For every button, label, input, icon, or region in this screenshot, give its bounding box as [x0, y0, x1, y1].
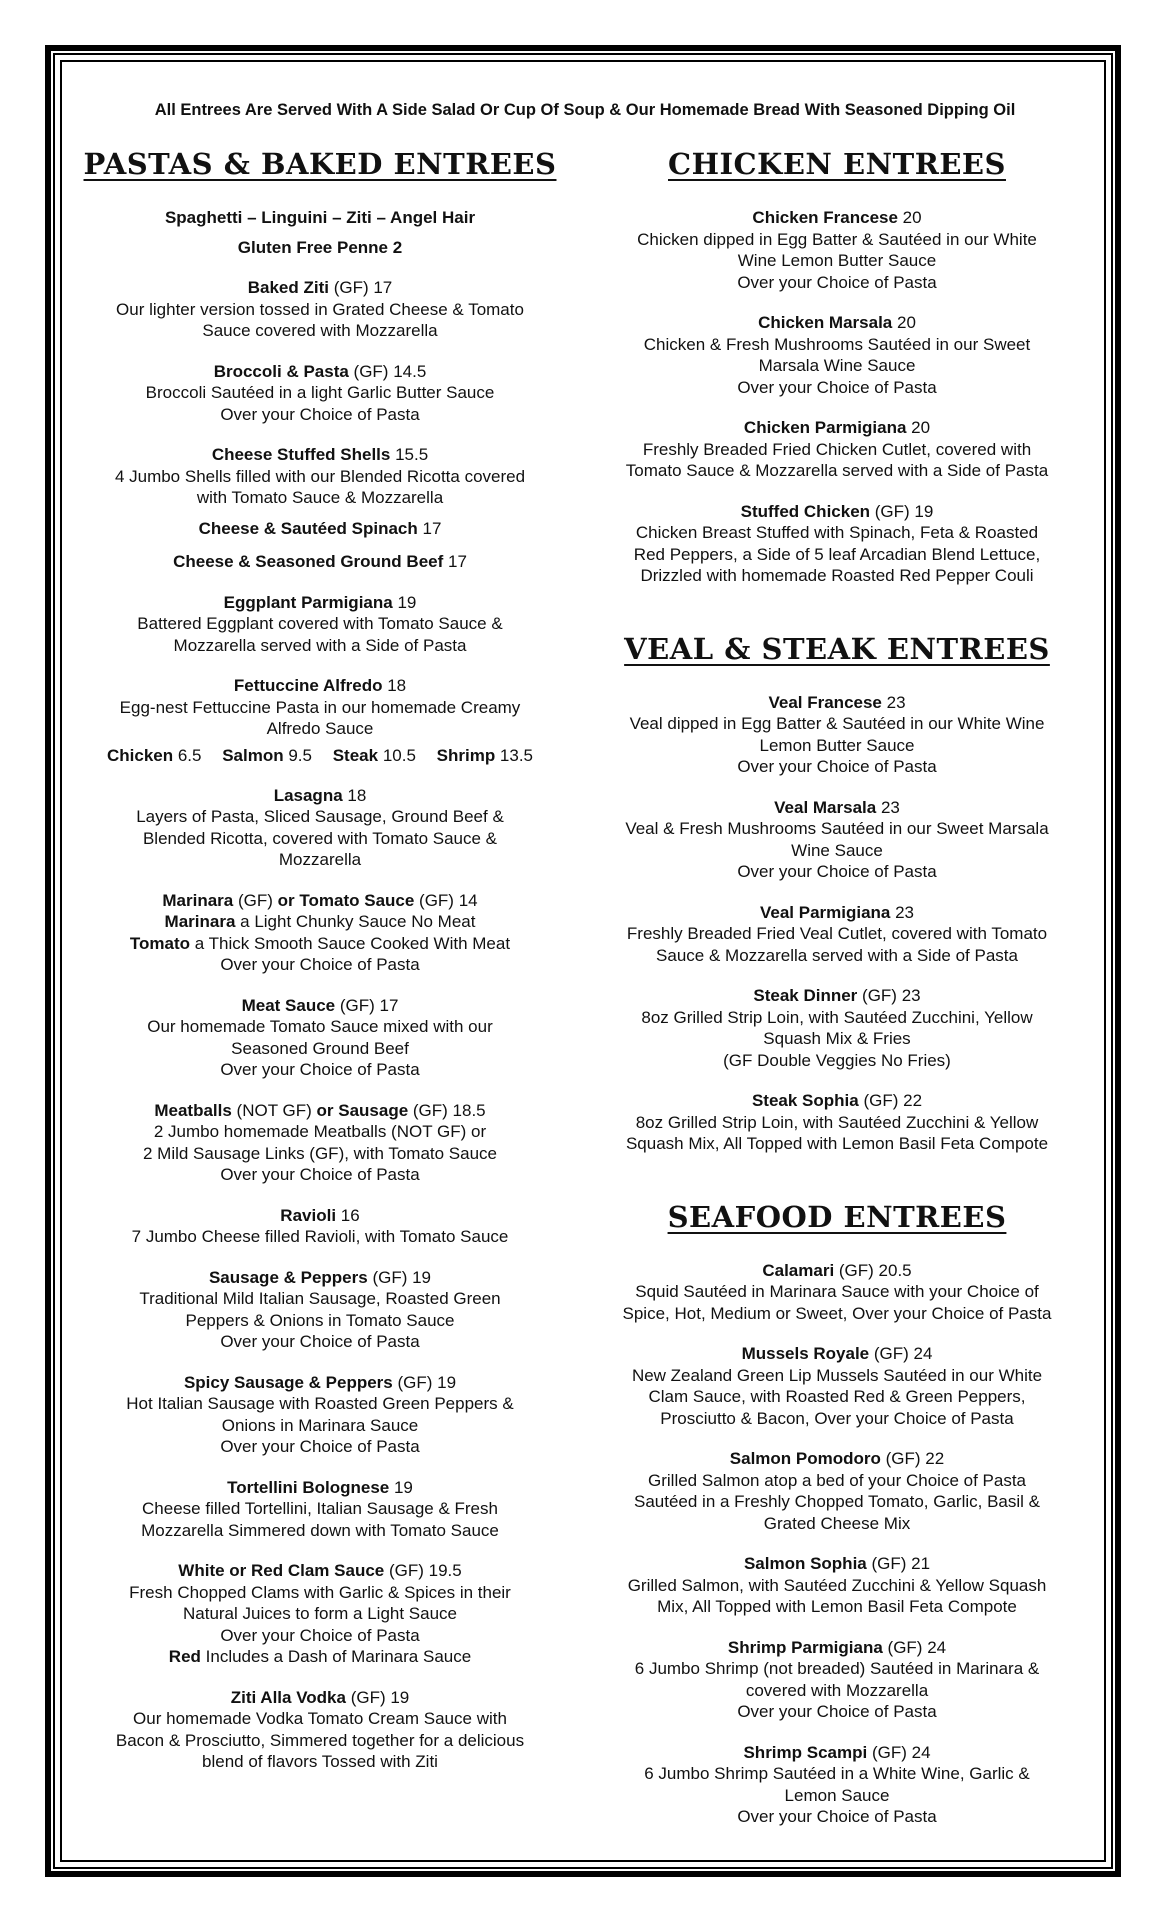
item-name: Eggplant Parmigiana	[223, 592, 393, 612]
item-name: Chicken Parmigiana	[743, 418, 907, 437]
item-description: Seasoned Ground Beef	[231, 1038, 409, 1058]
item-name: Chicken Marsala	[758, 313, 893, 332]
item-description: Grilled Salmon, with Sautéed Zucchini & Yellow Squash	[627, 1575, 1047, 1595]
menu-item-veal-francese	[595, 692, 1079, 778]
chicken-items	[595, 207, 1079, 587]
menu-item-steak-dinner	[595, 985, 1079, 1071]
menu-item-salmon-pomodoro	[595, 1448, 1079, 1534]
item-description: Grilled Salmon atop a bed of your Choice of Pasta	[648, 1470, 1026, 1490]
item-description: Lemon Sauce	[784, 1785, 890, 1805]
item-gf: (NOT GF)	[231, 1100, 317, 1120]
addon-price: 6.5	[173, 745, 202, 765]
item-description: Over your Choice of Pasta	[737, 757, 937, 776]
menu-item-stuffed-shells	[78, 444, 562, 509]
item-price: (GF) 20.5	[834, 1260, 912, 1280]
item-description: Squid Sautéed in Marinara Sauce with your Choice of	[635, 1282, 1039, 1301]
pasta-types: Spaghetti – Linguini – Ziti – Angel Hair	[164, 208, 476, 227]
item-description	[78, 933, 562, 955]
item-price: 19	[389, 1477, 413, 1497]
menu-item-eggplant-parmigiana	[78, 592, 562, 657]
item-description: Prosciutto & Bacon, Over your Choice of Pasta	[660, 1408, 1014, 1428]
item-description: Over your Choice of Pasta	[220, 1437, 420, 1456]
menu-item-clam-sauce	[78, 1560, 562, 1668]
item-name: Tortellini Bolognese	[227, 1477, 390, 1497]
fettuccine-addons	[78, 745, 562, 766]
addon-steak	[333, 746, 416, 765]
item-description: Over your Choice of Pasta	[220, 1060, 420, 1079]
item-description: Our homemade Tomato Sauce mixed with our	[147, 1017, 493, 1036]
item-description: Over your Choice of Pasta	[737, 272, 937, 292]
item-description: Our lighter version tossed in Grated Cheese & Tomato	[116, 299, 524, 319]
item-description: Grated Cheese Mix	[763, 1513, 911, 1533]
item-price: (GF) 19	[870, 501, 934, 521]
item-name: Mussels Royale	[741, 1344, 870, 1363]
menu-item-marinara-tomato	[78, 890, 562, 976]
item-description: Squash Mix & Fries	[763, 1029, 911, 1048]
item-description	[78, 1646, 562, 1668]
item-gf: (GF)	[233, 890, 278, 910]
item-description: Wine Lemon Butter Sauce	[737, 251, 937, 270]
item-description: Chicken & Fresh Mushrooms Sautéed in our Sweet	[643, 334, 1031, 354]
item-name: Chicken Francese	[752, 208, 898, 227]
menu-tagline: All Entrees Are Served With A Side Salad Or Cup Of Soup & Our Homemade Bread With Seasoned Dipping Oil	[154, 101, 1016, 119]
item-name: Calamari	[762, 1260, 835, 1280]
menu-item-shrimp-parmigiana	[595, 1637, 1079, 1723]
menu-item-steak-sophia	[595, 1090, 1079, 1155]
item-name: Cheese & Seasoned Ground Beef	[173, 552, 444, 571]
menu-item-fettuccine-alfredo	[78, 675, 562, 740]
item-description: Spice, Hot, Medium or Sweet, Over your Choice of Pasta	[622, 1303, 1052, 1323]
item-description: Chicken dipped in Egg Batter & Sautéed in our White	[637, 229, 1037, 249]
menu-item-meatballs-sausage	[78, 1100, 562, 1186]
item-description: covered with Mozzarella	[745, 1680, 929, 1700]
item-description: 7 Jumbo Cheese filled Ravioli, with Tomato Sauce	[131, 1227, 509, 1246]
item-description: Veal dipped in Egg Batter & Sautéed in our White Wine	[629, 714, 1045, 733]
item-description: with Tomato Sauce & Mozzarella	[196, 488, 444, 507]
item-description: Alfredo Sauce	[266, 719, 374, 738]
item-price: (GF) 24	[869, 1344, 933, 1363]
menu-item-lasagna	[78, 785, 562, 871]
item-name: Ravioli	[280, 1205, 337, 1225]
item-description: Over your Choice of Pasta	[220, 955, 420, 974]
item-name: Cheese & Sautéed Spinach	[198, 518, 418, 538]
item-description: 2 Jumbo homemade Meatballs (NOT GF) or	[153, 1122, 487, 1141]
item-description: Broccoli Sautéed in a light Garlic Butter Sauce	[145, 383, 495, 402]
menu-item-sausage-peppers	[78, 1267, 562, 1353]
item-description: Mozzarella served with a Side of Pasta	[173, 635, 467, 655]
item-description: Hot Italian Sausage with Roasted Green Peppers &	[126, 1394, 514, 1413]
item-price: 17	[417, 518, 442, 538]
item-name: Veal Francese	[768, 692, 882, 712]
item-price: (GF) 19.5	[384, 1561, 462, 1580]
menu-item-chicken-marsala	[595, 312, 1079, 398]
menu-item-chicken-parmigiana	[595, 417, 1079, 482]
item-name: Fettuccine Alfredo	[233, 676, 383, 695]
item-price: 19	[392, 592, 417, 612]
sauce-desc: a Thick Smooth Sauce Cooked With Meat	[190, 933, 511, 953]
item-description: Egg-nest Fettuccine Pasta in our homemade Creamy	[119, 697, 521, 717]
item-price: (GF) 22	[858, 1091, 923, 1110]
item-name: Sausage & Peppers	[208, 1267, 368, 1287]
sauce-name: Tomato	[129, 933, 191, 953]
item-description: Onions in Marinara Sauce	[221, 1415, 419, 1435]
sauce-name: Marinara	[164, 912, 236, 931]
item-name: Ziti Alla Vodka	[230, 1687, 346, 1707]
item-price: (GF) 24	[882, 1637, 947, 1657]
item-description: Lemon Butter Sauce	[759, 735, 915, 755]
pastas-column	[78, 145, 562, 1792]
menu-item-veal-parmigiana	[595, 902, 1079, 967]
item-name: Veal Parmigiana	[759, 902, 891, 922]
menu-item-salmon-sophia	[595, 1553, 1079, 1618]
item-description: Sautéed in a Freshly Chopped Tomato, Garlic, Basil &	[633, 1492, 1040, 1511]
item-price: (GF) 19	[367, 1267, 432, 1287]
item-description: Battered Eggplant covered with Tomato Sauce &	[137, 614, 503, 633]
item-description: blend of flavors Tossed with Ziti	[202, 1752, 438, 1771]
item-description: Freshly Breaded Fried Chicken Cutlet, covered with	[642, 439, 1032, 459]
item-name: Stuffed Chicken	[740, 501, 871, 521]
item-description: Over your Choice of Pasta	[220, 1625, 420, 1645]
item-description: Chicken Breast Stuffed with Spinach, Feta & Roasted	[635, 523, 1039, 542]
section-title-veal-steak: VEAL & STEAK ENTREES	[624, 631, 1050, 666]
item-name: Shrimp Parmigiana	[727, 1637, 883, 1657]
item-description: 6 Jumbo Shrimp (not breaded) Sautéed in Marinara &	[634, 1659, 1040, 1678]
section-title-pastas: PASTAS & BAKED ENTREES	[83, 147, 557, 181]
item-price: (GF) 19	[345, 1687, 410, 1707]
item-name: Salmon Sophia	[743, 1554, 867, 1573]
item-price: (GF) 22	[880, 1449, 945, 1468]
item-name: White or Red Clam Sauce	[178, 1561, 385, 1580]
item-price: (GF) 23	[857, 986, 921, 1005]
menu-item-chicken-francese	[595, 207, 1079, 293]
addon-name: Shrimp	[436, 745, 496, 765]
item-price: 17	[443, 552, 467, 571]
section-gap	[595, 1174, 1079, 1198]
menu-item-shells-spinach	[78, 518, 562, 540]
addon-chicken	[107, 746, 202, 765]
item-description: Fresh Chopped Clams with Garlic & Spices in their	[129, 1582, 511, 1602]
item-description: 4 Jumbo Shells filled with our Blended Ricotta covered	[114, 466, 526, 486]
item-description: Over your Choice of Pasta	[737, 377, 937, 397]
section-gap	[595, 606, 1079, 630]
item-description: Over your Choice of Pasta	[737, 1702, 937, 1721]
item-description: Veal & Fresh Mushrooms Sautéed in our Sweet Marsala	[625, 819, 1049, 838]
sauce-desc: a Light Chunky Sauce No Meat	[235, 912, 476, 931]
item-price: 20	[892, 313, 916, 332]
addon-salmon	[222, 746, 312, 765]
menu-item-tortellini-bolognese	[78, 1477, 562, 1542]
menu-item-veal-marsala	[595, 797, 1079, 883]
item-price: (GF) 17	[335, 995, 399, 1015]
item-description: Blended Ricotta, covered with Tomato Sauce &	[142, 828, 498, 848]
menu-item-mussels-royale	[595, 1343, 1079, 1429]
sauce-name: Red	[168, 1647, 201, 1666]
item-price: (GF) 14	[414, 890, 478, 910]
item-price: 20	[897, 208, 922, 227]
item-description: Peppers & Onions in Tomato Sauce	[185, 1310, 455, 1330]
menu-item-spicy-sausage-peppers	[78, 1372, 562, 1458]
item-price: 15.5	[390, 445, 429, 464]
item-description: Bacon & Prosciutto, Simmered together for a delicious	[115, 1730, 525, 1750]
menu-item-broccoli-pasta	[78, 361, 562, 426]
item-price: 23	[876, 797, 900, 817]
menu-item-ziti-alla-vodka	[78, 1687, 562, 1773]
item-name: Broccoli & Pasta	[213, 361, 349, 381]
item-description: Mozzarella Simmered down with Tomato Sauce	[141, 1520, 499, 1540]
item-description: Squash Mix, All Topped with Lemon Basil Feta Compote	[625, 1134, 1049, 1153]
item-name: Baked Ziti	[247, 278, 329, 297]
item-price: (GF) 24	[867, 1742, 931, 1762]
item-description: Cheese filled Tortellini, Italian Sausage & Fresh	[142, 1499, 498, 1518]
item-description: Over your Choice of Pasta	[737, 1807, 937, 1826]
item-description: Mozzarella	[278, 850, 362, 869]
sauce-desc: Includes a Dash of Marinara Sauce	[200, 1647, 472, 1666]
item-description: 2 Mild Sausage Links (GF), with Tomato Sauce	[142, 1143, 497, 1163]
item-description: Over your Choice of Pasta	[220, 1332, 420, 1351]
item-description: Tomato Sauce & Mozzarella served with a Side of Pasta	[625, 461, 1049, 480]
item-description: Over your Choice of Pasta	[737, 862, 937, 881]
item-price: (GF) 14.5	[348, 361, 427, 381]
item-description: (GF Double Veggies No Fries)	[723, 1050, 951, 1070]
addon-name: Chicken	[106, 745, 174, 765]
item-name-alt: or Sausage	[316, 1100, 409, 1120]
item-name: Cheese Stuffed Shells	[211, 445, 391, 464]
addon-price: 10.5	[378, 745, 416, 765]
item-price: 20	[906, 418, 931, 437]
item-name: Veal Marsala	[774, 797, 877, 817]
addon-price: 13.5	[495, 745, 534, 765]
veal-steak-items	[595, 692, 1079, 1155]
item-name: Steak Sophia	[751, 1091, 859, 1110]
entrees-column	[595, 145, 1079, 1847]
section-title-seafood: SEAFOOD ENTREES	[667, 1199, 1007, 1234]
item-name: Steak Dinner	[753, 986, 858, 1005]
menu-item-shrimp-scampi	[595, 1742, 1079, 1828]
item-price: (GF) 19	[392, 1372, 457, 1392]
menu-item-ravioli	[78, 1205, 562, 1248]
item-description: Drizzled with homemade Roasted Red Pepper Couli	[640, 566, 1034, 585]
item-name: Salmon Pomodoro	[729, 1449, 881, 1468]
item-price: 18	[342, 785, 367, 805]
item-name: Spicy Sausage & Peppers	[183, 1372, 393, 1392]
item-price: 23	[881, 692, 906, 712]
addon-shrimp	[437, 746, 533, 765]
item-description: 8oz Grilled Strip Loin, with Sautéed Zucchini, Yellow	[641, 1007, 1033, 1027]
item-description	[78, 911, 562, 933]
menu-item-meat-sauce	[78, 995, 562, 1081]
item-description: Mix, All Topped with Lemon Basil Feta Compote	[657, 1597, 1017, 1616]
menu-item-baked-ziti	[78, 277, 562, 342]
addon-price: 9.5	[283, 745, 312, 765]
item-price: (GF) 17	[328, 278, 393, 297]
item-description: Marsala Wine Sauce	[758, 356, 916, 375]
item-description: 8oz Grilled Strip Loin, with Sautéed Zucchini & Yellow	[635, 1112, 1039, 1132]
item-name: Meat Sauce	[241, 995, 336, 1015]
item-description: Clam Sauce, with Roasted Red & Green Peppers,	[648, 1387, 1026, 1406]
item-description: Wine Sauce	[791, 840, 883, 860]
item-description: Traditional Mild Italian Sausage, Roasted Green	[139, 1289, 501, 1308]
item-name: Shrimp Scampi	[743, 1742, 868, 1762]
item-price: (GF) 21	[866, 1554, 931, 1573]
item-description: New Zealand Green Lip Mussels Sautéed in our White	[631, 1365, 1043, 1385]
item-price: 23	[890, 902, 915, 922]
item-description: Over your Choice of Pasta	[220, 404, 420, 424]
gluten-free-penne: Gluten Free Penne 2	[237, 238, 403, 257]
item-description: Our homemade Vodka Tomato Cream Sauce with	[133, 1709, 507, 1728]
item-description: Sauce covered with Mozzarella	[202, 321, 438, 340]
item-description: Layers of Pasta, Sliced Sausage, Ground Beef &	[136, 807, 504, 826]
section-title-chicken: CHICKEN ENTREES	[668, 147, 1006, 181]
item-price: 18	[382, 676, 407, 695]
item-description: Over your Choice of Pasta	[220, 1165, 420, 1184]
item-name: Marinara	[162, 890, 234, 910]
item-description: Red Peppers, a Side of 5 leaf Arcadian Blend Lettuce,	[633, 544, 1041, 564]
item-description: Natural Juices to form a Light Sauce	[182, 1604, 458, 1623]
menu-item-stuffed-chicken	[595, 501, 1079, 587]
item-name: Meatballs	[154, 1100, 232, 1120]
item-name-alt: or Tomato Sauce	[277, 890, 415, 910]
item-price: 16	[336, 1205, 360, 1225]
addon-name: Steak	[332, 745, 379, 765]
item-description: Sauce & Mozzarella served with a Side of Pasta	[656, 945, 1018, 965]
item-price: (GF) 18.5	[408, 1100, 486, 1120]
addon-name: Salmon	[222, 745, 284, 765]
item-description: 6 Jumbo Shrimp Sautéed in a White Wine, Garlic &	[644, 1764, 1030, 1783]
item-name: Lasagna	[273, 785, 343, 805]
menu-item-shells-beef	[78, 551, 562, 573]
item-description: Freshly Breaded Fried Veal Cutlet, covered with Tomato	[626, 924, 1048, 943]
seafood-items	[595, 1260, 1079, 1828]
menu-item-calamari	[595, 1260, 1079, 1325]
